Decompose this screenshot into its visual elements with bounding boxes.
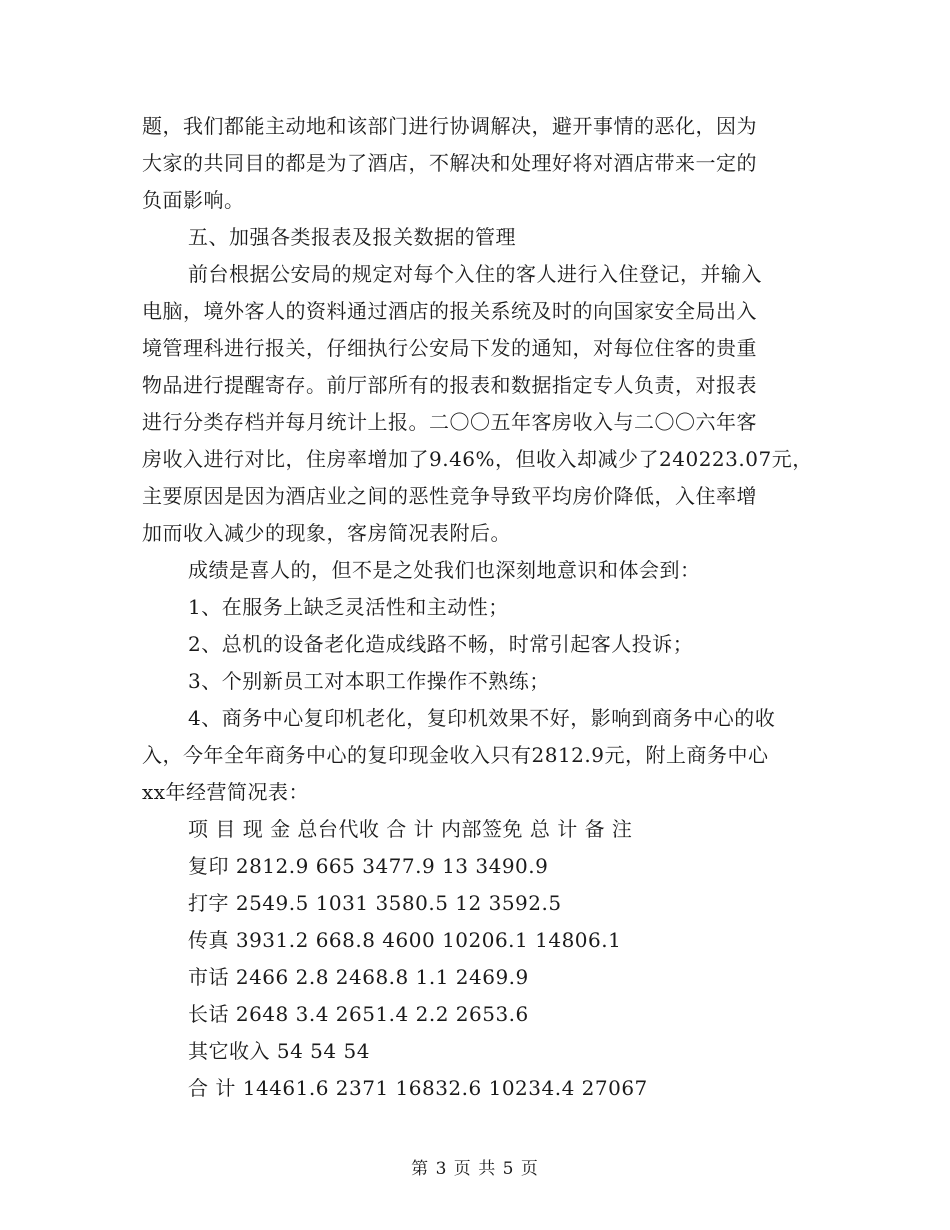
text-line: 加而收入减少的现象，客房简况表附后。	[142, 521, 511, 545]
text-line: xx年经营简况表：	[142, 780, 310, 804]
text-line: 物品进行提醒寄存。前厅部所有的报表和数据指定专人负责，对报表	[142, 373, 757, 397]
text-line: 电脑，境外客人的资料通过酒店的报关系统及时的向国家安全局出入	[142, 299, 757, 323]
text-line: 大家的共同目的都是为了酒店，不解决和处理好将对酒店带来一定的	[142, 151, 757, 175]
table-row: 传真 3931.2 668.8 4600 10206.1 14806.1	[188, 928, 622, 952]
table-row: 市话 2466 2.8 2468.8 1.1 2469.9	[188, 965, 529, 989]
text-line: 境管理科进行报关，仔细执行公安局下发的通知，对每位住客的贵重	[142, 336, 757, 360]
list-item: 2、总机的设备老化造成线路不畅，时常引起客人投诉；	[188, 632, 694, 656]
table-row: 长话 2648 3.4 2651.4 2.2 2653.6	[188, 1002, 529, 1026]
page-footer: 第 3 页 共 5 页	[411, 1159, 539, 1179]
table-total-row: 合 计 14461.6 2371 16832.6 10234.4 27067	[188, 1076, 648, 1100]
text-line: 进行分类存档并每月统计上报。二〇〇五年客房收入与二〇〇六年客	[142, 410, 757, 434]
text-line: 房收入进行对比，住房率增加了9.46%，但收入却减少了240223.07元，	[142, 447, 813, 471]
text-line: 前台根据公安局的规定对每个入住的客人进行入住登记，并输入	[188, 262, 762, 286]
text-line: 题，我们都能主动地和该部门进行协调解决，避开事情的恶化，因为	[142, 114, 757, 138]
text-line: 入，今年全年商务中心的复印现金收入只有2812.9元，附上商务中心	[142, 743, 769, 767]
list-item: 3、个别新员工对本职工作操作不熟练；	[188, 669, 550, 693]
list-item: 1、在服务上缺乏灵活性和主动性；	[188, 595, 509, 619]
table-header-row: 项 目 现 金 总台代收 合 计 内部签免 总 计 备 注	[188, 817, 633, 841]
table-row: 打字 2549.5 1031 3580.5 12 3592.5	[188, 891, 562, 915]
section-heading: 五、加强各类报表及报关数据的管理	[188, 225, 516, 249]
text-line: 负面影响。	[142, 188, 245, 212]
document-body	[142, 108, 822, 1107]
text-line: 成绩是喜人的，但不是之处我们也深刻地意识和体会到：	[188, 558, 701, 582]
table-row: 复印 2812.9 665 3477.9 13 3490.9	[188, 854, 549, 878]
table-row: 其它收入 54 54 54	[188, 1039, 370, 1063]
text-line: 主要原因是因为酒店业之间的恶性竞争导致平均房价降低，入住率增	[142, 484, 757, 508]
list-item: 4、商务中心复印机老化，复印机效果不好，影响到商务中心的收	[188, 706, 776, 730]
